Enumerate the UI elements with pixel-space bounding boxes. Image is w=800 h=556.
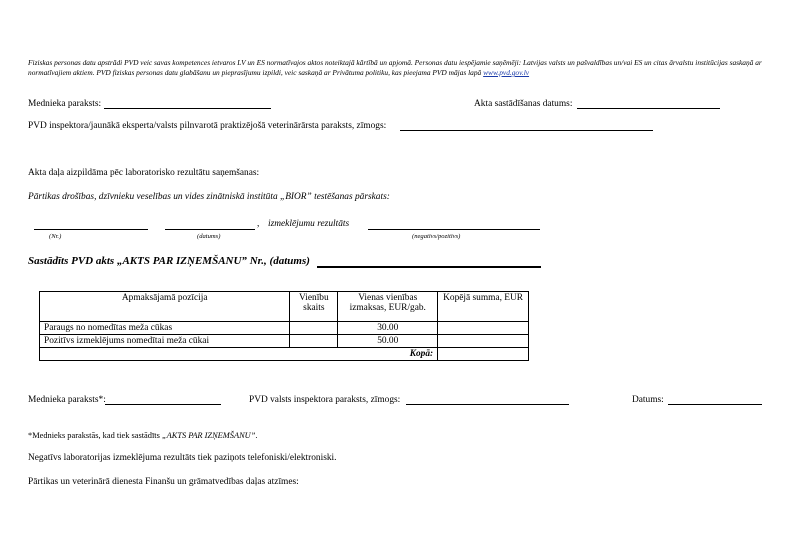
- act-heading: [28, 255, 310, 267]
- hunter-signature-line[interactable]: [104, 108, 271, 109]
- act-heading-title: „AKTS PAR IZŅEMŠANU”: [116, 255, 247, 267]
- row-total-cell[interactable]: [438, 322, 529, 335]
- report-date-line[interactable]: [165, 229, 255, 230]
- row-total-cell[interactable]: [438, 335, 529, 348]
- row-unit-cost-cell: 30.00: [338, 322, 438, 335]
- act-heading-prefix: Sastādīts PVD akts: [28, 255, 117, 267]
- footnote-act: „AKTS PAR IZŅEMŠANU”: [161, 431, 256, 440]
- row-unit-cost-cell: 50.00: [338, 335, 438, 348]
- privacy-notice: [28, 58, 778, 78]
- lab-section-title: Akta daļa aizpildāma pēc laboratorisko rezultātu saņemšanas:: [28, 168, 260, 178]
- date-hint: (datums): [197, 233, 221, 240]
- privacy-text: Fiziskas personas datu apstrādi PVD veic savas kompetences ietvaros LV un ES normatīvajos aktos noteiktajā kārtībā un apjomā. Personas datu iespējamie saņēmēji: Latvijas valsts un pašvaldības un/vai ES un citas ārvalstu institūcijas saskaņā ar normatīvajiem aktiem. PVD fiziskas personas datu glabāšanu un pieprasījumu izpildi, veic saskaņā ar Privātuma politiku, kas pieejama PVD mājas lapā: [28, 58, 762, 77]
- footnote-prefix: *Mednieks parakstās, kad tiek sastādīts: [28, 431, 162, 440]
- row-units-cell[interactable]: [290, 335, 338, 348]
- result-line[interactable]: [368, 229, 540, 230]
- header-units: Vienību skaits: [290, 292, 338, 322]
- negative-result-note: Negatīvs laboratorijas izmeklējuma rezultāts tiek paziņots telefoniski/elektroniski.: [28, 453, 337, 463]
- finance-notes-label: Pārtikas un veterinārā dienesta Finanšu un grāmatvedības daļas atzīmes:: [28, 477, 299, 487]
- pvd-website-link[interactable]: www.pvd.gov.lv: [483, 68, 530, 77]
- inspector-signature-label: PVD inspektora/jaunākā eksperta/valsts pilnvarotā praktizējošā veterinārārsta paraksts, zīmogs:: [28, 121, 387, 131]
- header-total-sum: Kopējā summa, EUR: [438, 292, 529, 322]
- row-position-cell: Paraugs no nomedītas meža cūkas: [40, 322, 290, 335]
- hunter-signature-label: Mednieka paraksts:: [28, 99, 102, 109]
- footnote: [28, 431, 257, 440]
- inspector-signature-bottom-line[interactable]: [406, 404, 569, 405]
- row-position-cell: Pozitīvs izmeklējums nomedītai meža cūkai: [40, 335, 290, 348]
- number-hint: (Nr.): [49, 233, 62, 240]
- inspector-signature-bottom-label: PVD valsts inspektora paraksts, zīmogs:: [249, 395, 401, 405]
- table-row: [40, 335, 529, 348]
- report-number-line[interactable]: [34, 229, 148, 230]
- hunter-signature-bottom-label: Mednieka paraksts*:: [28, 395, 106, 405]
- act-number-line[interactable]: [317, 266, 541, 268]
- act-heading-suffix: Nr., (datums): [246, 255, 310, 267]
- date-bottom-label: Datums:: [632, 395, 664, 405]
- payment-table: [39, 291, 529, 361]
- bior-report-label: Pārtikas drošības, dzīvnieku veselības un vides zinātniskā institūta „BIOR” testēšanas pārskats:: [28, 192, 390, 202]
- date-bottom-line[interactable]: [668, 404, 762, 405]
- header-position: Apmaksājamā pozīcija: [40, 292, 290, 322]
- act-date-line[interactable]: [577, 108, 720, 109]
- total-label: Kopā:: [40, 348, 438, 361]
- act-date-label: Akta sastādīšanas datums:: [474, 99, 573, 109]
- table-total-row: [40, 348, 529, 361]
- footnote-suffix: .: [255, 431, 258, 440]
- inspector-signature-line[interactable]: [400, 130, 653, 131]
- comma-separator: ,: [257, 219, 260, 229]
- row-units-cell[interactable]: [290, 322, 338, 335]
- result-label: izmeklējumu rezultāts: [268, 219, 350, 229]
- table-header-row: [40, 292, 529, 322]
- header-unit-cost: Vienas vienības izmaksas, EUR/gab.: [338, 292, 438, 322]
- table-row: [40, 322, 529, 335]
- total-value-cell[interactable]: [438, 348, 529, 361]
- hunter-signature-bottom-line[interactable]: [105, 404, 221, 405]
- result-hint: (negatīvs/pozitīvs): [412, 233, 461, 240]
